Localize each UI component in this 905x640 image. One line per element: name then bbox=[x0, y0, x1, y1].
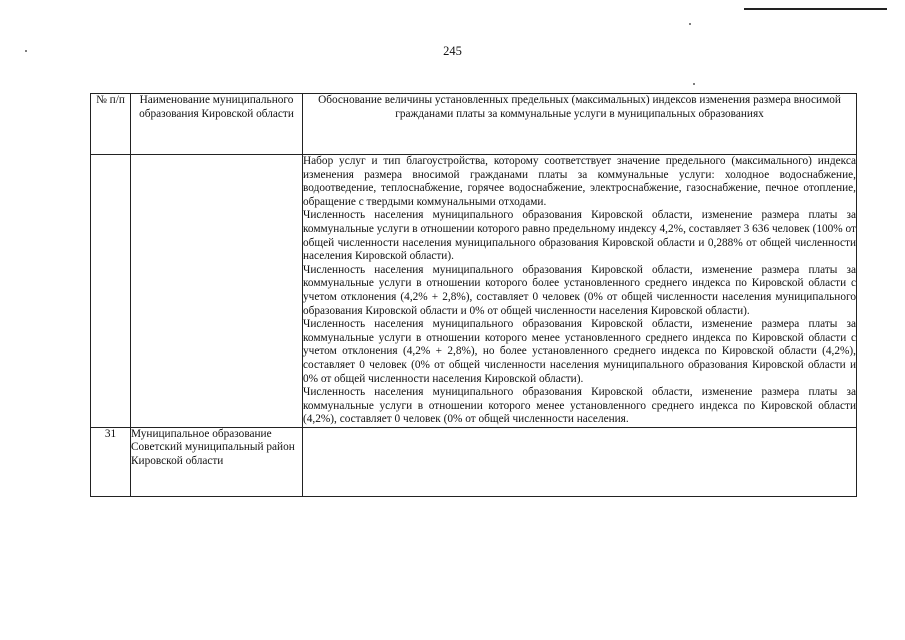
scan-speck bbox=[689, 23, 691, 25]
justification-cell bbox=[303, 155, 857, 428]
row-number: 31 bbox=[91, 427, 131, 496]
paragraph-below-index: Численность населения муниципального образования Кировской области, изменение размера платы за коммунальные услуги в отношении которого менее установленного среднего индекса по Кировской области (4,2%), составляет 0 человек (0% от общей численности населения. bbox=[303, 386, 856, 426]
continued-number-cell bbox=[91, 155, 131, 428]
paragraph-above-index: Численность населения муниципального образования Кировской области, изменение размера платы за коммунальные услуги в отношении которого более установленного среднего индекса по Кировской области с учетом отклонения (4,2% + 2,8%), составляет 0 человек (0% от общей численности населения муниципального образования Кировской области и 0% от общей численности населения Кировской области). bbox=[303, 263, 856, 317]
header-justification: Обоснование величины установленных предельных (максимальных) индексов изменения размера вносимой гражданами платы за коммунальные услуги в муниципальных образованиях bbox=[303, 94, 857, 155]
scan-speck bbox=[693, 83, 695, 85]
page-number: 245 bbox=[443, 44, 462, 58]
table-row bbox=[91, 427, 857, 496]
paragraph-equal-index: Численность населения муниципального образования Кировской области, изменение размера платы за коммунальные услуги в отношении которого равно предельному индексу 4,2%, составляет 3 636 человек (100% от общей численности населения муниципального образования Кировской области и 0,288% от общей численности населения Кировской области). bbox=[303, 209, 856, 263]
table-row bbox=[91, 155, 857, 428]
top-rule bbox=[744, 8, 887, 10]
paragraph-services: Набор услуг и тип благоустройства, которому соответствует значение предельного (максимального) индекса изменения размера вносимой гражданами платы за коммунальные услуги: холодное водоснабжение, водоотведение, теплоснабжение, горячее водоснабжение, электроснабжение, газоснабжение, печное отопление, обращение с твердыми коммунальными отходами. bbox=[303, 155, 856, 208]
paragraph-between-index: Численность населения муниципального образования Кировской области, изменение размера платы за коммунальные услуги в отношении которого менее установленного среднего индекса по Кировской области с учетом отклонения (4,2% + 2,8%), но более установленного среднего индекса по Кировской области (4,2%), составляет 0 человек (0% от общей численности населения муниципального образования Кировской области и 0% от общей численности населения Кировской области). bbox=[303, 318, 856, 385]
continued-name-cell bbox=[131, 155, 303, 428]
header-municipality: Наименование муниципального образования Кировской области bbox=[131, 94, 303, 155]
table-header-row bbox=[91, 94, 857, 155]
municipality-name: Муниципальное образование Советский муниципальный район Кировской области bbox=[131, 427, 303, 496]
population-index-table bbox=[90, 93, 857, 497]
justification-cell bbox=[303, 427, 857, 496]
header-number: № п/п bbox=[91, 94, 131, 155]
